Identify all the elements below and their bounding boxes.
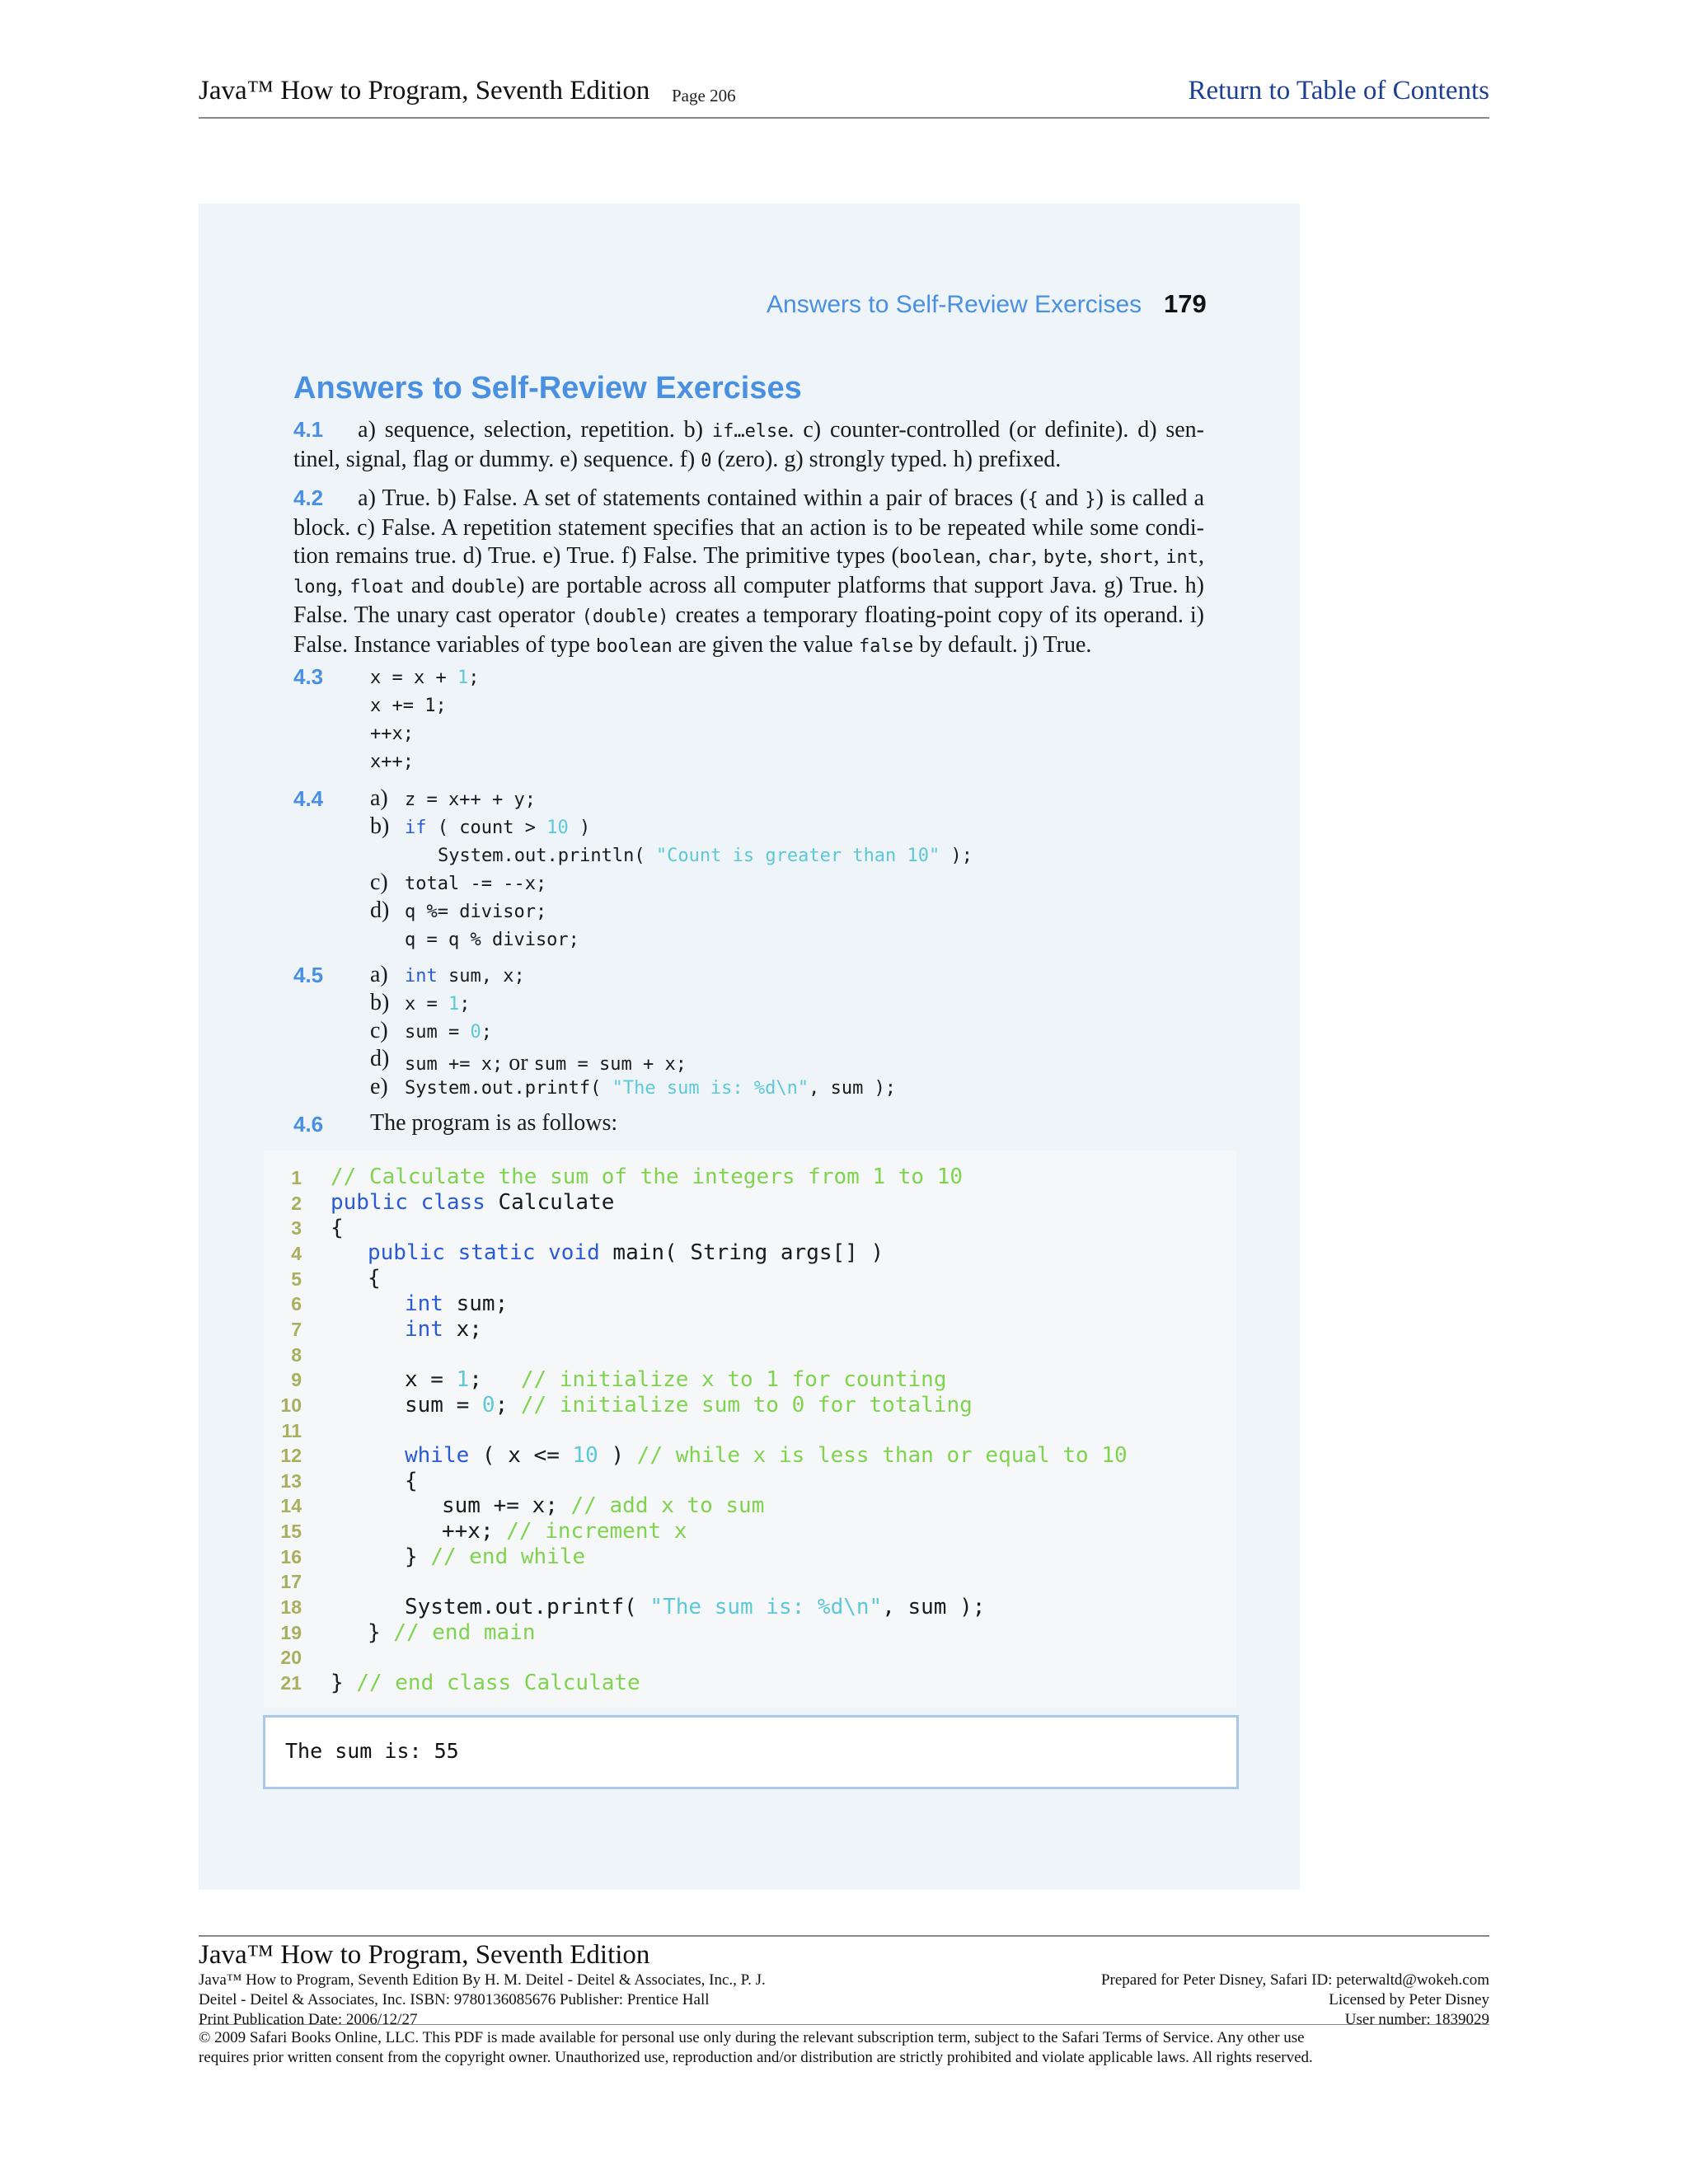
code-line-12: [405, 1443, 1128, 1468]
code-text: System.out.printf(: [405, 1595, 650, 1619]
answer-text: a) True. b) False. A set of statements contained within a pair of braces (: [358, 485, 1028, 511]
answer-number-4-6: 4.6: [293, 1112, 324, 1137]
program-output-box: [263, 1715, 1239, 1789]
code-line-1: [331, 1165, 963, 1189]
code-keyword: if: [405, 818, 427, 838]
answer-text: The program is as follows:: [370, 1110, 618, 1136]
line-number: 19: [280, 1622, 302, 1643]
code-text: ++x;: [442, 1519, 507, 1544]
code-line-10: [405, 1393, 973, 1418]
inline-code: int: [1165, 547, 1199, 568]
answer-text: ) is called a block. c) False. A repetition statement specifies that an action is to be repeated while some condi- tion remains true. d) True. e) True. f) False. The primitive types (: [293, 485, 1204, 569]
answer-text: ,: [1153, 543, 1166, 569]
inline-code: char: [987, 547, 1032, 568]
code-line: [405, 1022, 492, 1043]
inline-code: float: [349, 577, 405, 598]
code-comment: // increment x: [506, 1519, 687, 1544]
line-number: 21: [280, 1672, 302, 1694]
code-text: sum += x;: [442, 1493, 571, 1518]
line-number: 4: [291, 1243, 302, 1264]
code-line: [405, 818, 590, 838]
line-number: 7: [291, 1319, 302, 1340]
line-number: 20: [280, 1647, 302, 1668]
code-keyword: public static void: [368, 1240, 600, 1265]
inline-code: double: [451, 577, 518, 598]
line-number: 13: [280, 1470, 302, 1492]
book-title: Java™ How to Program, Seventh Edition: [199, 76, 650, 105]
page-reference: Page 206: [672, 86, 736, 105]
line-number: 10: [280, 1394, 302, 1416]
code-line-7: [405, 1317, 482, 1342]
answer-text: ,: [336, 573, 350, 598]
code-comment: // while x is less than or equal to 10: [636, 1443, 1128, 1468]
code-line: [405, 966, 525, 987]
line-number: 16: [280, 1546, 302, 1568]
code-text: ;: [459, 994, 471, 1015]
item-label: d): [370, 898, 390, 923]
code-literal: 0: [470, 1022, 481, 1043]
line-number: 11: [281, 1420, 302, 1441]
section-heading: Answers to Self-Review Exercises: [293, 371, 802, 405]
code-text: ( x <=: [469, 1443, 573, 1468]
answer-text: (zero). g) strongly typed. h) prefixed.: [711, 447, 1062, 472]
code-line: [405, 994, 470, 1015]
code-line: z = x++ + y;: [405, 790, 536, 810]
code-line-21: [331, 1671, 640, 1695]
inline-code: 0: [701, 451, 712, 471]
item-label: c): [370, 869, 388, 895]
line-number: 17: [280, 1571, 302, 1592]
code-comment: // add x to sum: [570, 1493, 765, 1518]
footer-isbn-line: Deitel - Deitel & Associates, Inc. ISBN: 9780136085676 Publisher: Prentice Hall: [199, 1991, 710, 2008]
code-line-16: [405, 1544, 585, 1569]
code-text: ): [568, 818, 591, 838]
code-keyword: int: [405, 1317, 443, 1342]
code-line-2: [331, 1190, 614, 1215]
code-text: main( String args[] ): [599, 1240, 884, 1265]
code-comment: // end class Calculate: [356, 1671, 640, 1695]
item-label: c): [370, 1018, 388, 1043]
code-text: , sum );: [809, 1078, 897, 1099]
top-header: [199, 76, 1489, 119]
code-line: total -= --x;: [405, 874, 547, 894]
inline-code: byte: [1043, 547, 1087, 568]
line-number: 8: [291, 1344, 302, 1366]
footer-title: Java™ How to Program, Seventh Edition: [199, 1940, 650, 1970]
code-literal: 10: [546, 818, 569, 838]
code-keyword: while: [405, 1443, 470, 1468]
inline-code: false: [858, 636, 914, 657]
code-line: [370, 668, 479, 688]
code-line: [438, 846, 973, 866]
code-comment: // Calculate the sum of the integers from 1 to 10: [331, 1165, 964, 1189]
line-number: 6: [291, 1293, 302, 1315]
answer-number: 4.1: [293, 417, 324, 442]
inline-code: }: [1085, 490, 1096, 510]
code-line: q = q % divisor;: [405, 930, 579, 950]
code-line-14: [442, 1493, 764, 1518]
code-line-13: {: [405, 1469, 418, 1493]
footer-prepared-for: Prepared for Peter Disney, Safari ID: peterwaltd@wokeh.com: [1100, 1971, 1489, 1989]
code-text: ;: [495, 1393, 521, 1418]
answer-text: a) sequence, selection, repetition. b): [358, 417, 712, 443]
answer-text: ,: [1086, 543, 1100, 569]
inline-code: {: [1027, 490, 1039, 510]
code-text: ( count >: [426, 818, 547, 838]
footer-date-line: Print Publication Date: 2006/12/27: [199, 2011, 418, 2028]
code-line: [405, 1078, 896, 1099]
line-number: 2: [291, 1193, 302, 1214]
code-text: ;: [469, 1367, 521, 1392]
answer-number-4-5: 4.5: [293, 963, 324, 987]
code-text: }: [368, 1620, 394, 1645]
code-line-3: {: [331, 1216, 344, 1240]
line-number: 3: [291, 1217, 302, 1239]
code-text: , sum );: [882, 1595, 986, 1619]
answer-text: ) are portable across all computer platforms that support Java. g) True. h) False. The unary cast operator: [293, 573, 1204, 628]
code-text: sum =: [405, 1022, 471, 1043]
answer-text: are given the value: [672, 632, 859, 658]
code-string: "The sum is: %d\n": [649, 1595, 883, 1619]
item-label: a): [370, 962, 388, 987]
line-number: 12: [280, 1445, 302, 1466]
code-line-6: [405, 1291, 508, 1316]
code-literal: 10: [572, 1443, 598, 1468]
line-number: 1: [291, 1167, 302, 1188]
code-text: Calculate: [485, 1190, 615, 1215]
code-literal: 1: [456, 1367, 470, 1392]
answer-number: 4.2: [293, 485, 324, 510]
item-label: b): [370, 990, 390, 1015]
code-string: "The sum is: %d\n": [612, 1078, 809, 1099]
code-keyword: int: [405, 966, 438, 987]
answer-text: creates a temporary floating-point copy of its operand. i) False. Instance variables of type: [293, 602, 1204, 658]
answer-text: ,: [1198, 543, 1205, 569]
answer-4-2: [293, 484, 1204, 661]
code-line: ++x;: [370, 724, 414, 744]
item-label: b): [370, 813, 390, 839]
item-label: e): [370, 1074, 388, 1099]
page-number: 179: [1164, 289, 1207, 318]
code-text: ;: [481, 1022, 492, 1043]
footer-licensed-by: Licensed by Peter Disney: [1329, 1991, 1489, 2008]
inline-code: long: [293, 577, 337, 598]
code-text: x = x +: [370, 668, 457, 688]
code-text: sum;: [443, 1291, 509, 1316]
footer: [199, 1935, 1489, 2066]
code-line-4: [368, 1240, 884, 1265]
or-text: or: [503, 1050, 534, 1076]
answer-text: and: [404, 573, 452, 598]
code-keyword: public class: [331, 1190, 485, 1215]
code-line: x += 1;: [370, 696, 447, 716]
footer-copyright-line-2: requires prior written consent from the copyright owner. Unauthorized use, reproduction and/or distribution are strictly prohibited and violate applicable laws. All rights reserved.: [199, 2049, 1313, 2066]
answer-text: ,: [1031, 543, 1043, 569]
inline-code: if…else: [711, 421, 789, 442]
line-number: 5: [291, 1268, 302, 1290]
answer-text: and: [1038, 485, 1085, 511]
code-line-9: [405, 1367, 946, 1392]
code-text: System.out.println(: [438, 846, 656, 866]
inline-code: (double): [581, 607, 669, 627]
code-line-19: [368, 1620, 536, 1645]
line-number: 9: [291, 1369, 302, 1390]
code-comment: // end main: [393, 1620, 536, 1645]
line-number: 14: [280, 1495, 302, 1516]
code-literal: 0: [481, 1393, 495, 1418]
code-literal: 1: [457, 668, 469, 688]
code-text: );: [940, 846, 973, 866]
code-line-18: [405, 1595, 985, 1619]
footer-user-number: User number: 1839029: [1344, 2011, 1489, 2028]
answer-text: by default. j) True.: [913, 632, 1092, 658]
footer-credit-line: Java™ How to Program, Seventh Edition By H. M. Deitel - Deitel & Associates, Inc., P. J.: [199, 1971, 766, 1989]
code-literal: 1: [448, 994, 460, 1015]
inline-code: boolean: [898, 547, 976, 568]
code-text: ): [598, 1443, 637, 1468]
footer-divider: [199, 2024, 1489, 2025]
answer-text: ,: [975, 543, 988, 569]
code-text: x;: [443, 1317, 482, 1342]
code-text: System.out.printf(: [405, 1078, 612, 1099]
code-text: sum = sum + x;: [533, 1054, 687, 1075]
code-keyword: int: [405, 1291, 443, 1316]
code-text: ;: [468, 668, 480, 688]
inline-code: boolean: [595, 636, 673, 657]
code-string: "Count is greater than 10": [655, 846, 940, 866]
code-line: q %= divisor;: [405, 902, 547, 922]
footer-copyright-line-1: © 2009 Safari Books Online, LLC. This PDF is made available for personal use only during the relevant subscription term, subject to the Safari Terms of Service. Any other use: [199, 2029, 1305, 2046]
code-text: sum =: [405, 1393, 482, 1418]
program-output: The sum is: 55: [285, 1739, 459, 1763]
code-text: sum, x;: [437, 966, 525, 987]
code-text: sum += x;: [405, 1054, 504, 1075]
code-comment: // initialize x to 1 for counting: [520, 1367, 947, 1392]
answer-4-1: [293, 415, 1204, 476]
code-text: }: [405, 1544, 431, 1569]
answer-number-4-4: 4.4: [293, 786, 324, 811]
inline-code: short: [1099, 547, 1154, 568]
answer-text: . c) counter-controlled (or definite). d) sen- tinel, signal, flag or dummy. e) sequence. f): [293, 417, 1204, 472]
code-comment: // initialize sum to 0 for totaling: [520, 1393, 973, 1418]
item-label: d): [370, 1046, 390, 1071]
code-line: [405, 1050, 687, 1076]
answer-number-4-3: 4.3: [293, 664, 324, 689]
code-line-5: {: [368, 1266, 381, 1291]
code-text: x =: [405, 994, 448, 1015]
line-number: 15: [280, 1521, 302, 1542]
code-text: x =: [405, 1367, 457, 1392]
return-to-toc-link[interactable]: Return to Table of Contents: [1188, 76, 1489, 105]
code-comment: // end while: [430, 1544, 586, 1569]
code-line-15: [442, 1519, 687, 1544]
code-text: }: [331, 1671, 357, 1695]
line-number: 18: [280, 1596, 302, 1618]
running-head: Answers to Self-Review Exercises: [767, 291, 1142, 318]
code-line: x++;: [370, 752, 414, 772]
item-label: a): [370, 785, 388, 811]
